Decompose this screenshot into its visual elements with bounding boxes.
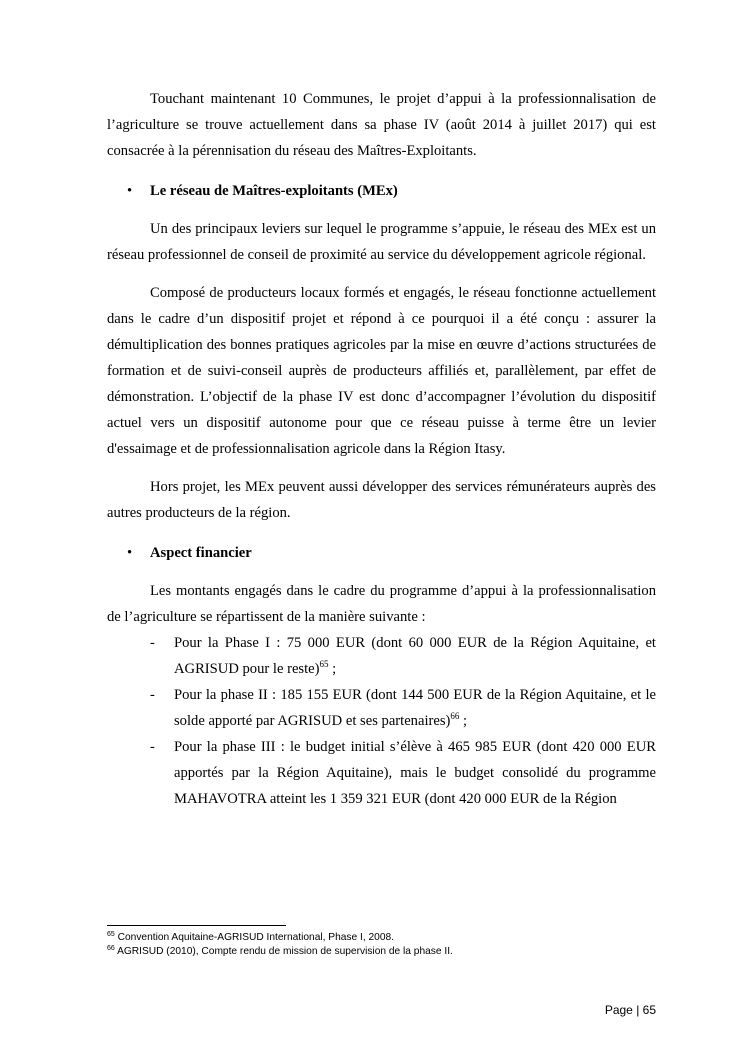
paragraph-mex-2: Composé de producteurs locaux formés et engagés, le réseau fonctionne actuellement dans le cadre d’un dispositif projet et répond à ce pourquoi il a été conçu : assurer la démultiplication des bonnes pratiques agricoles par la mise en œuvre d’actions structurées de formation et de suivi-conseil auprès de producteurs affiliés et, parallèlement, par effet de démonstration. L’objectif de la phase IV est donc d’accompagner l’évolution du dispositif actuel vers un dispositif autonome pour que ce réseau puisse à terme être un levier d'essaimage et de professionnalisation agricole dans la Région Itasy. <box>107 285 656 457</box>
dash-marker: - <box>150 739 155 755</box>
list-item-phase-1 <box>107 630 656 682</box>
phase-2-end: ; <box>459 713 468 729</box>
footnote-ref-66[interactable]: 66 <box>450 711 460 721</box>
footnote-66 <box>107 945 667 959</box>
body-text <box>107 86 656 812</box>
paragraph-mex-1: Un des principaux leviers sur lequel le programme s’appuie, le réseau des MEx est un réseau professionnel de conseil de proximité au service du développement agricole régional. <box>107 221 656 263</box>
footnote-number: 65 <box>107 931 115 938</box>
heading-finance-label: Aspect financier <box>150 545 252 561</box>
phase-1-end: ; <box>328 661 337 677</box>
page-number: Page | 65 <box>604 1003 656 1017</box>
heading-finance <box>107 540 656 566</box>
bullet-icon: • <box>127 183 133 199</box>
paragraph-mex-3: Hors projet, les MEx peuvent aussi développer des services rémunérateurs auprès des autres producteurs de la région. <box>107 479 656 521</box>
heading-mex-label: Le réseau de Maîtres-exploitants (MEx) <box>150 183 398 199</box>
list-item-phase-3 <box>107 734 656 812</box>
list-item-phase-2 <box>107 682 656 734</box>
footnote-text: AGRISUD (2010), Compte rendu de mission de supervision de la phase II. <box>114 946 453 957</box>
footnote-text: Convention Aquitaine-AGRISUD International, Phase I, 2008. <box>114 932 394 943</box>
footnote-separator <box>107 925 286 926</box>
phase-3-text: Pour la phase III : le budget initial s’élève à 465 985 EUR (dont 420 000 EUR apportés par la Région Aquitaine), mais le budget consolidé du programme MAHAVOTRA atteint les 1 359 321 EUR (dont 420 000 EUR de la Région <box>174 739 656 807</box>
bullet-icon: • <box>127 545 133 561</box>
heading-mex <box>107 178 656 204</box>
footnote-number: 66 <box>107 945 115 952</box>
paragraph-finance-intro: Les montants engagés dans le cadre du programme d’appui à la professionnalisation de l’agriculture se répartissent de la manière suivante : <box>107 583 656 625</box>
footnote-ref-65[interactable]: 65 <box>319 659 329 669</box>
phase-list <box>107 630 656 812</box>
footnotes <box>107 931 667 959</box>
phase-1-text: Pour la Phase I : 75 000 EUR (dont 60 000 EUR de la Région Aquitaine, et AGRISUD pour le reste) <box>174 635 656 677</box>
dash-marker: - <box>150 635 155 651</box>
paragraph-intro: Touchant maintenant 10 Communes, le projet d’appui à la professionnalisation de l’agriculture se trouve actuellement dans sa phase IV (août 2014 à juillet 2017) qui est consacrée à la pérennisation du réseau des Maîtres-Exploitants. <box>107 91 656 159</box>
dash-marker: - <box>150 687 155 703</box>
phase-2-text: Pour la phase II : 185 155 EUR (dont 144 500 EUR de la Région Aquitaine, et le solde apporté par AGRISUD et ses partenaires) <box>174 687 656 729</box>
footnote-65 <box>107 931 667 945</box>
